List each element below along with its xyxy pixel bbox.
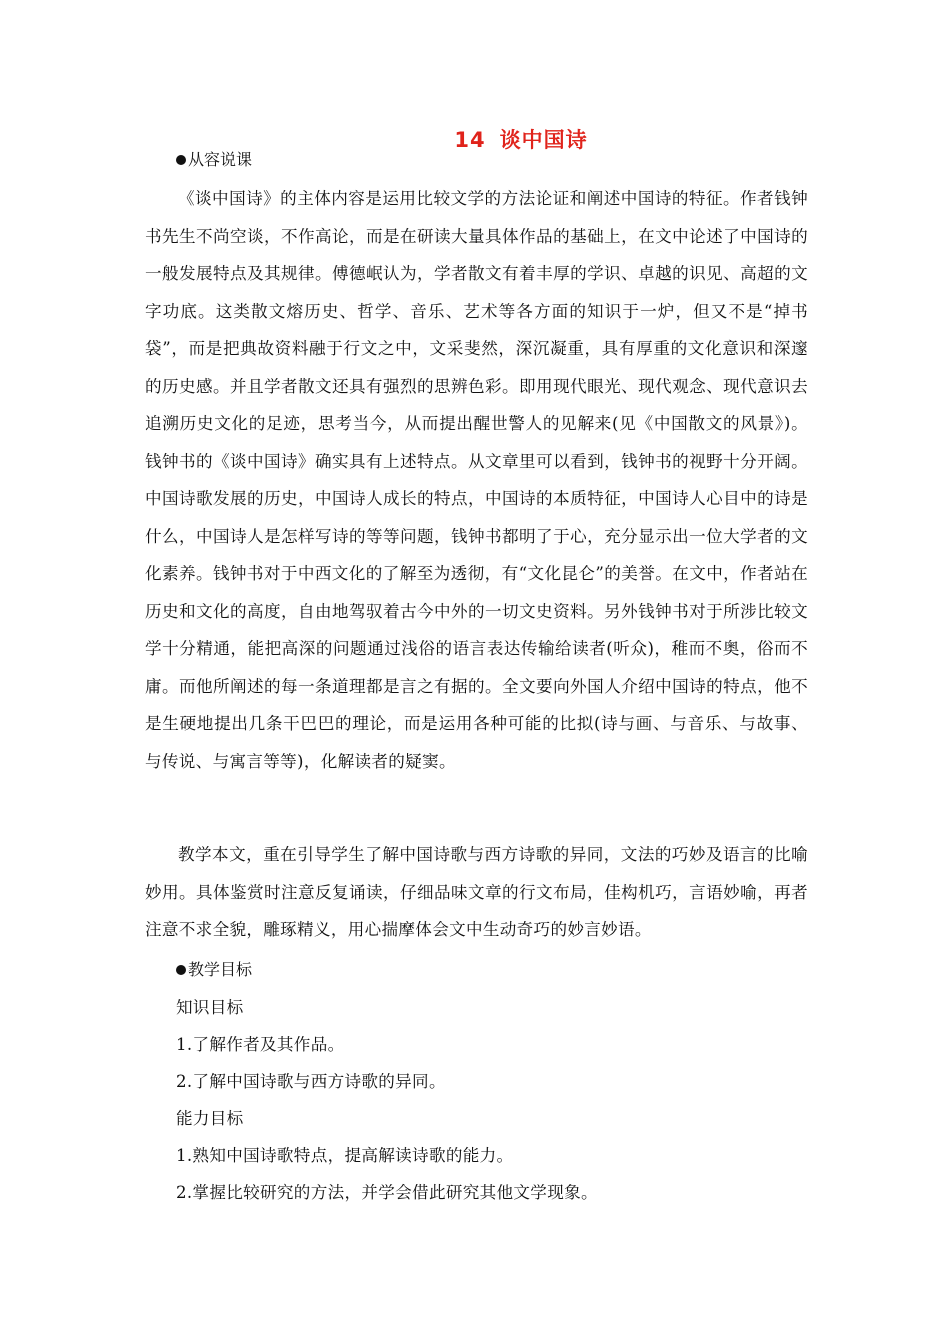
lesson-title: 谈中国诗	[499, 128, 588, 152]
intro-paragraph-1: 《谈中国诗》的主体内容是运用比较文学的方法论证和阐述中国诗的特征。作者钱钟书先生不尚空谈，不作高论，而是在研读大量具体作品的基础上，在文中论述了中国诗的一般发展特点及其规律。傅德岷认为，学者散文有着丰厚的学识、卓越的识见、高超的文字功底。这类散文熔历史、哲学、音乐、艺术等各方面的知识于一炉，但又不是“掉书袋”，而是把典故资料融于行文之中，文采斐然，深沉凝重，具有厚重的文化意识和深邃的历史感。并且学者散文还具有强烈的思辨色彩。即用现代眼光、现代观念、现代意识去追溯历史文化的足迹，思考当今，从而提出醒世警人的见解来(见《中国散文的风景》)。钱钟书的《谈中国诗》确实具有上述特点。从文章里可以看到，钱钟书的视野十分开阔。中国诗歌发展的历史，中国诗人成长的特点，中国诗的本质特征，中国诗人心目中的诗是什么，中国诗人是怎样写诗的等等问题，钱钟书都明了于心，充分显示出一位大学者的文化素养。钱钟书对于中西文化的了解至为透彻，有“文化昆仑”的美誉。在文中，作者站在历史和文化的高度，自由地驾驭着古今中外的一切文史资料。另外钱钟书对于所涉比较文学十分精通，能把高深的问题通过浅俗的语言表达传输给读者(听众)，稚而不奥，俗而不庸。而他所阐述的每一条道理都是言之有据的。全文要向外国人介绍中国诗的特点，他不是生硬地提出几条干巴巴的理论，而是运用各种可能的比拟(诗与画、与音乐、与故事、与传说、与寓言等等)，化解读者的疑窦。	[145, 189, 808, 771]
section-heading-text: 教学目标	[188, 960, 253, 979]
ability-goals-label: 能力目标	[176, 1109, 244, 1128]
knowledge-goal-item: 1.了解作者及其作品。	[176, 1035, 345, 1054]
ability-goal-item: 1.熟知中国诗歌特点，提高解读诗歌的能力。	[176, 1146, 514, 1165]
bullet-icon	[176, 965, 186, 975]
knowledge-goals-label: 知识目标	[176, 998, 244, 1017]
lesson-number: 14	[454, 128, 486, 152]
page-title	[0, 124, 950, 154]
intro-paragraph-2: 教学本文，重在引导学生了解中国诗歌与西方诗歌的异同，文法的巧妙及语言的比喻妙用。具体鉴赏时注意反复诵读，仔细品味文章的行文布局，佳构机巧，言语妙喻，再者注意不求全貌，雕琢精义，用心揣摩体会文中生动奇巧的妙言妙语。	[145, 845, 808, 939]
ability-goal-item: 2.掌握比较研究的方法，并学会借此研究其他文学现象。	[176, 1183, 598, 1202]
knowledge-goal-item: 2.了解中国诗歌与西方诗歌的异同。	[176, 1072, 446, 1091]
bullet-icon	[176, 155, 186, 165]
section-heading-teaching-goals	[176, 958, 252, 982]
section-heading-lesson-intro	[176, 148, 252, 172]
section-heading-text: 从容说课	[188, 150, 253, 169]
